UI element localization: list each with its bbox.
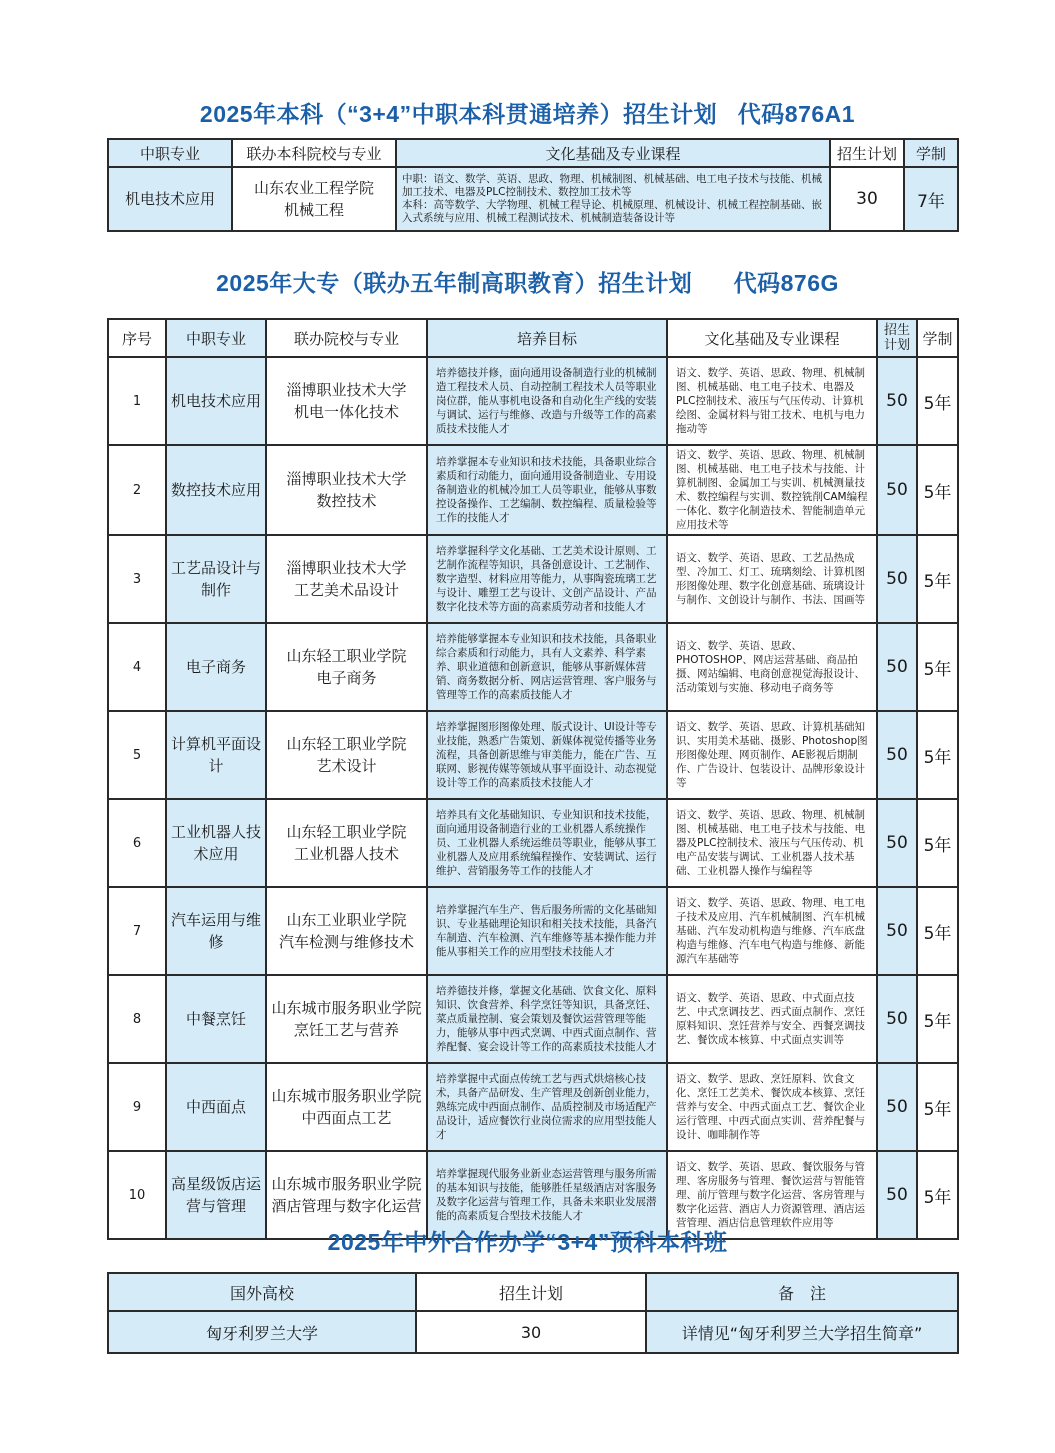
courses-cell: 语文、数学、英语、思政、餐饮服务与管理、客房服务与管理、餐饮运营与智能管理、前厅管理与数字化运营、客房管理与数字化运营、酒店人力资源管理、酒店运营管理、酒店信息管理软件应用等 <box>667 1151 877 1239</box>
goal-cell: 培养能够掌握本专业知识和技术技能，具备职业综合素质和行动能力，具有人文素养、科学素养、职业道德和创新意识，能够从事新媒体营销、商务数据分析、网店运营管理、客户服务与管理等工作的高素质技能人才 <box>427 623 667 711</box>
school-name: 淄博职业技术大学 <box>286 559 407 577</box>
goal-cell: 培养掌握本专业知识和技术技能，具备职业综合素质和行动能力，面向通用设备制造业、专用设备制造业的机械冷加工人员等职业，能够从事数控设备操作、工艺编制、数控编程、质量检验等工作的技能人才 <box>427 445 667 535</box>
section3-title: 2025年中外合作办学“3+4”预科本科班 <box>327 1229 728 1255</box>
goal-cell: 培养具有文化基础知识、专业知识和技术技能，面向通用设备制造行业的工业机器人系统操作员、工业机器人系统运维员等职业，能够从事工业机器人及应用系统编程操作、安装调试、运行维护、营销服务等工作的技能人才 <box>427 799 667 887</box>
school-name: 淄博职业技术大学 <box>286 381 407 399</box>
table-row <box>108 1063 958 1151</box>
courses-cell: 语文、数学、英语、思政、物理、机械制图、机械基础、电工电子技术与技能、计算机制图、金属加工与实训、机械测量技术、数控编程与实训、数控铣削CAM编程一体化、数字化制造技术、智能制造单元应用技术等 <box>667 445 877 535</box>
major-cell: 电子商务 <box>166 623 266 711</box>
note-cell: 详情见“匈牙利罗兰大学招生简章” <box>646 1311 958 1353</box>
header-partner-school: 联办院校与专业 <box>266 319 427 357</box>
goal-cell: 培养掌握科学文化基础、工艺美术设计原则、工艺制作流程等知识，具备创意设计、工艺制作、数字造型、材料应用等能力，从事陶瓷琉璃工艺与设计、雕塑工艺与设计、文创产品设计、产品数字化技术等方面的高素质劳动者和技能人才 <box>427 535 667 623</box>
duration-cell: 5年 <box>917 1063 958 1151</box>
table-row <box>108 167 958 231</box>
sino-foreign-plan-table <box>107 1272 959 1354</box>
table-row <box>108 711 958 799</box>
courses-cell: 语文、数学、英语、思政、中式面点技艺、中式烹调技艺、西式面点制作、烹饪原料知识、烹饪营养与安全、西餐烹调技艺、餐饮成本核算、中式面点实训等 <box>667 975 877 1063</box>
courses-cell: 语文、数学、英语、思政、物理、机械制图、机械基础、电工电子技术、电器及PLC控制技术、液压与气压传动、计算机绘图、金属材料与钳工技术、电机与电力拖动等 <box>667 357 877 445</box>
header-courses: 文化基础及专业课程 <box>396 139 830 167</box>
school-major: 数控技术 <box>316 492 377 510</box>
goal-cell: 培养掌握图形图像处理、版式设计、UI设计等专业技能，熟悉广告策划、新媒体视觉传播等业务流程，具备创新思维与审美能力，能在广告、互联网、影视传媒等领域从事平面设计、动态视觉设计等工作的高素质技术技能人才 <box>427 711 667 799</box>
index-cell: 10 <box>108 1151 166 1239</box>
header-note: 备 注 <box>646 1273 958 1311</box>
quota-cell: 50 <box>877 799 917 887</box>
major-cell: 中西面点 <box>166 1063 266 1151</box>
major-cell: 工业机器人技术应用 <box>166 799 266 887</box>
courses-cell: 语文、数学、英语、思政、PHOTOSHOP、网店运营基础、商品拍摄、网站编辑、电商创意视觉海报设计、活动策划与实施、移动电子商务等 <box>667 623 877 711</box>
school-cell <box>266 799 427 887</box>
school-cell <box>232 167 396 231</box>
major-cell: 机电技术应用 <box>166 357 266 445</box>
header-zhongzhi-major: 中职专业 <box>108 139 232 167</box>
header-zhongzhi-major: 中职专业 <box>166 319 266 357</box>
school-major: 机械工程 <box>283 201 344 219</box>
duration-cell: 5年 <box>917 799 958 887</box>
table-row <box>108 623 958 711</box>
header-goal: 培养目标 <box>427 319 667 357</box>
courses-cell: 语文、数学、思政、烹饪原料、饮食文化、烹饪工艺美术、餐饮成本核算、烹饪营养与安全、中西式面点工艺、餐饮企业运行管理、中西式面点实训、营养配餐与设计、咖啡制作等 <box>667 1063 877 1151</box>
index-cell: 6 <box>108 799 166 887</box>
courses-cell: 语文、数学、英语、思政、物理、电工电子技术及应用、汽车机械制图、汽车机械基础、汽车发动机构造与维修、汽车底盘构造与维修、汽车电气构造与维修、新能源汽车基础等 <box>667 887 877 975</box>
benke-plan-table <box>107 138 959 232</box>
index-cell: 3 <box>108 535 166 623</box>
section2-title: 2025年大专（联办五年制高职教育）招生计划 代码876G <box>216 270 839 296</box>
school-name: 山东城市服务职业学院 <box>271 1087 422 1105</box>
header-index: 序号 <box>108 319 166 357</box>
table-row <box>108 357 958 445</box>
quota-cell: 50 <box>877 975 917 1063</box>
goal-cell: 培养掌握中式面点传统工艺与西式烘焙核心技术，具备产品研发、生产管理及创新创业能力，熟练完成中西面点制作、品质控制及市场适配产品设计，适应餐饮行业岗位需求的应用型技能人才 <box>427 1063 667 1151</box>
courses-benke: 本科：高等数学、大学物理、机械工程导论、机械原理、机械设计、机械工程控制基础、嵌入式系统与应用、机械工程测试技术、机械制造装备设计等 <box>402 199 822 224</box>
index-cell: 4 <box>108 623 166 711</box>
duration-cell: 5年 <box>917 975 958 1063</box>
school-name: 山东轻工职业学院 <box>286 823 407 841</box>
table-row <box>108 535 958 623</box>
school-major: 艺术设计 <box>316 757 377 775</box>
duration-cell: 7年 <box>904 167 958 231</box>
quota-cell: 50 <box>877 357 917 445</box>
index-cell: 9 <box>108 1063 166 1151</box>
goal-cell: 培养德技并修，掌握文化基础、饮食文化、原料知识、饮食营养、科学烹饪等知识，具备烹饪、菜点质量控制、宴会策划及餐饮运营管理等能力，能够从事中西式烹调、中西式面点制作、营养配餐、宴会设计等工作的高素质技术技能人才 <box>427 975 667 1063</box>
school-major: 电子商务 <box>316 669 377 687</box>
major-cell: 数控技术应用 <box>166 445 266 535</box>
courses-cell <box>396 167 830 231</box>
major-cell: 机电技术应用 <box>108 167 232 231</box>
header-quota: 招生计划 <box>416 1273 646 1311</box>
table-row <box>108 445 958 535</box>
duration-cell: 5年 <box>917 535 958 623</box>
index-cell: 5 <box>108 711 166 799</box>
table-row <box>108 1311 958 1353</box>
university-cell: 匈牙利罗兰大学 <box>108 1311 416 1353</box>
school-major: 烹饪工艺与营养 <box>293 1021 399 1039</box>
header-partner-school: 联办本科院校与专业 <box>232 139 396 167</box>
school-cell <box>266 887 427 975</box>
quota-cell: 50 <box>877 1063 917 1151</box>
duration-cell: 5年 <box>917 357 958 445</box>
school-name: 山东工业职业学院 <box>286 911 407 929</box>
courses-zhongzhi: 中职：语文、数学、英语、思政、物理、机械制图、机械基础、电工电子技术与技能、机械加工技术、电器及PLC控制技术、数控加工技术等 <box>402 173 822 198</box>
school-name: 山东城市服务职业学院 <box>271 999 422 1017</box>
quota-cell: 50 <box>877 445 917 535</box>
major-cell: 高星级饭店运营与管理 <box>166 1151 266 1239</box>
quota-cell: 50 <box>877 623 917 711</box>
quota-cell: 50 <box>877 535 917 623</box>
school-name: 山东轻工职业学院 <box>286 735 407 753</box>
quota-cell: 30 <box>416 1311 646 1353</box>
table-row <box>108 975 958 1063</box>
quota-cell: 50 <box>877 887 917 975</box>
header-duration: 学制 <box>917 319 958 357</box>
school-cell <box>266 445 427 535</box>
courses-cell: 语文、数学、英语、思政、工艺品热成型、冷加工、灯工、琉璃刻绘、计算机图形图像处理、数字化创意基础、琉璃设计与制作、文创设计与制作、书法、国画等 <box>667 535 877 623</box>
header-courses: 文化基础及专业课程 <box>667 319 877 357</box>
major-cell: 计算机平面设计 <box>166 711 266 799</box>
school-cell <box>266 975 427 1063</box>
school-major: 机电一体化技术 <box>293 403 399 421</box>
quota-cell: 50 <box>877 711 917 799</box>
school-cell <box>266 535 427 623</box>
school-major: 汽车检测与维修技术 <box>278 933 414 951</box>
major-cell: 中餐烹饪 <box>166 975 266 1063</box>
school-cell <box>266 1063 427 1151</box>
header-quota: 招生计划 <box>830 139 904 167</box>
school-name: 淄博职业技术大学 <box>286 470 407 488</box>
courses-cell: 语文、数学、英语、思政、物理、机械制图、机械基础、电工电子技术与技能、电器及PLC控制技术、液压与气压传动、机电产品安装与调试、工业机器人技术基础、工业机器人操作与编程等 <box>667 799 877 887</box>
goal-cell: 培养德技并修，面向通用设备制造行业的机械制造工程技术人员、自动控制工程技术人员等职业岗位群，能从事机电设备和自动化生产线的安装与调试、运行与维修、改造与升级等工作的高素质技术技能人才 <box>427 357 667 445</box>
quota-cell: 50 <box>877 1151 917 1239</box>
duration-cell: 5年 <box>917 445 958 535</box>
index-cell: 7 <box>108 887 166 975</box>
dazhuan-plan-table <box>107 318 959 1240</box>
header-quota: 招生计划 <box>877 319 917 357</box>
school-cell <box>266 711 427 799</box>
duration-cell: 5年 <box>917 1151 958 1239</box>
major-cell: 汽车运用与维修 <box>166 887 266 975</box>
section1-title: 2025年本科（“3+4”中职本科贯通培养）招生计划 代码876A1 <box>199 101 856 127</box>
duration-cell: 5年 <box>917 711 958 799</box>
school-name: 山东城市服务职业学院 <box>271 1175 422 1193</box>
index-cell: 8 <box>108 975 166 1063</box>
quota-cell: 30 <box>830 167 904 231</box>
school-major: 酒店管理与数字化运营 <box>271 1197 422 1215</box>
courses-cell: 语文、数学、英语、思政、计算机基础知识、实用美术基础、摄影、Photoshop图形图像处理、网页制作、AE影视后期制作、广告设计、包装设计、品牌形象设计等 <box>667 711 877 799</box>
school-cell <box>266 623 427 711</box>
school-major: 工艺美术品设计 <box>293 581 399 599</box>
goal-cell: 培养掌握汽车生产、售后服务所需的文化基础知识、专业基础理论知识和相关技术技能，具备汽车制造、汽车检测、汽车维修等基本操作能力并能从事相关工作的应用型技术技能人才 <box>427 887 667 975</box>
duration-cell: 5年 <box>917 887 958 975</box>
index-cell: 1 <box>108 357 166 445</box>
school-major: 中西面点工艺 <box>301 1109 392 1127</box>
duration-cell: 5年 <box>917 623 958 711</box>
table-row <box>108 887 958 975</box>
school-name: 山东农业工程学院 <box>253 179 374 197</box>
major-cell: 工艺品设计与制作 <box>166 535 266 623</box>
school-cell <box>266 357 427 445</box>
goal-cell: 培养掌握现代服务业新业态运营管理与服务所需的基本知识与技能，能够胜任星级酒店对客服务及数字化运营与管理工作，具备未来职业发展潜能的高素质复合型技术技能人才 <box>427 1151 667 1239</box>
index-cell: 2 <box>108 445 166 535</box>
header-duration: 学制 <box>904 139 958 167</box>
school-major: 工业机器人技术 <box>293 845 399 863</box>
table-row <box>108 799 958 887</box>
school-name: 山东轻工职业学院 <box>286 647 407 665</box>
header-foreign-university: 国外高校 <box>108 1273 416 1311</box>
